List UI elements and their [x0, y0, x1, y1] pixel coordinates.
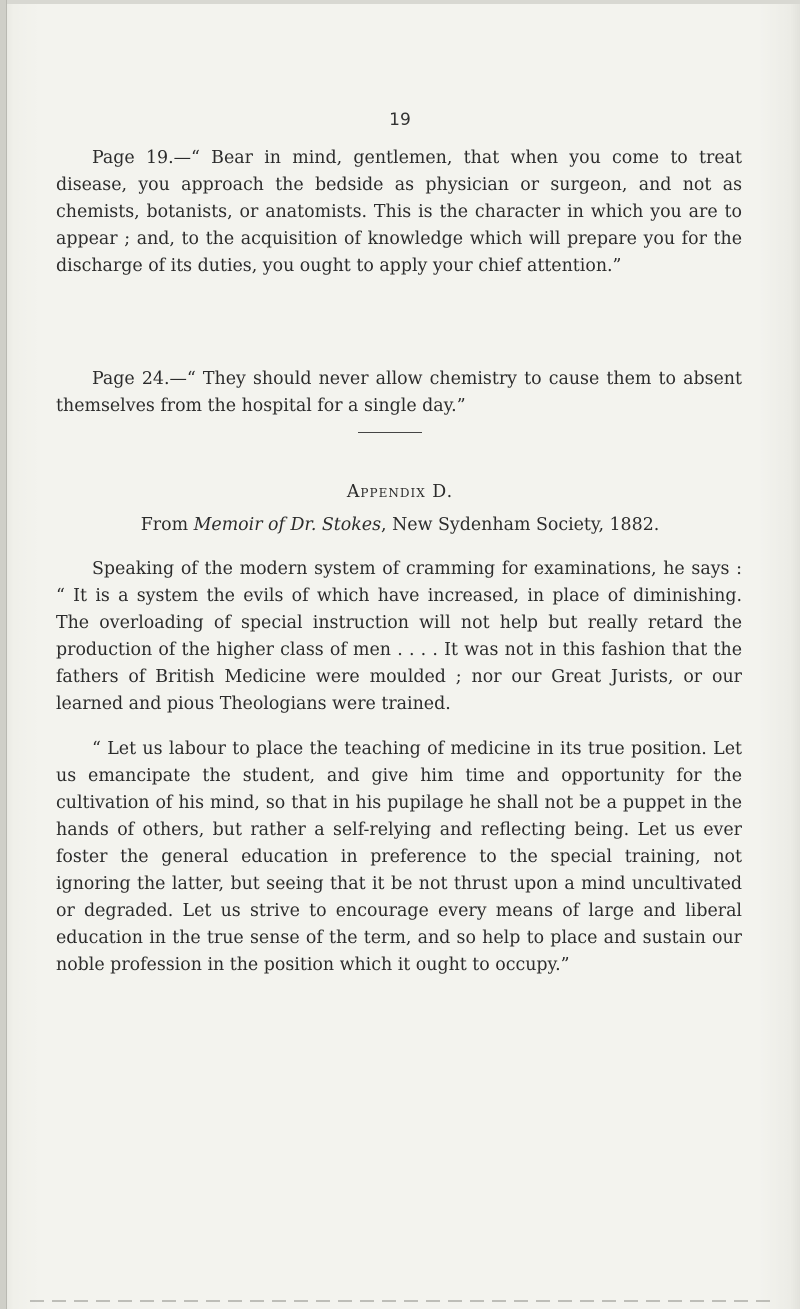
source-title: Memoir of Dr. Stokes — [193, 515, 382, 535]
quote-page-19 — [56, 145, 742, 280]
appendix-paragraph-1 — [56, 556, 742, 718]
appendix-paragraph-2-text: “ Let us labour to place the teaching of medicine in its true position. Let us emancipate the student, and give him time and opportunity for the cultivation of his mind, so that in his pupilage he shall not be a puppet in the hands of others, but rather a self-relying and reflecting being. Let us ever foster the general education in preference to the special training, not ignoring the latter, but seeing that it be not thrust upon a mind uncultivated or degraded. Let us strive to encourage every means of large and liberal education in the true sense of the term, and so help to place and sustain our noble profession in the position which it ought to occupy.” — [56, 739, 742, 975]
section-divider — [358, 432, 422, 433]
appendix-paragraph-1-text: Speaking of the modern system of cramming for examinations, he says : “ It is a system the evils of which have increased, in place of diminishing. The overloading of special instruction will not help but really retard the production of the higher class of men . . . . It was not in this fashion that the fathers of British Medicine were moulded ; nor our Great Jurists, or our learned and pious Theologians were trained. — [56, 559, 742, 714]
quote-page-24 — [56, 366, 742, 420]
appendix-heading: Appendix D. — [346, 482, 454, 502]
page-binding-edge — [0, 0, 7, 1309]
appendix-source-line — [0, 515, 800, 535]
appendix-paragraph-2 — [56, 736, 742, 979]
quote-page-19-text: Page 19.—“ Bear in mind, gentlemen, that when you come to treat disease, you approach the bedside as physician or surgeon, and not as chemists, botanists, or anatomists. This is the character in which you are to appear ; and, to the acquisition of knowledge which will prepare you for the discharge of its duties, you ought to apply your chief attention.” — [56, 148, 742, 276]
quote-page-24-text: Page 24.—“ They should never allow chemistry to cause them to absent themselves from the hospital for a single day.” — [56, 369, 742, 416]
page-bottom-edge — [30, 1300, 770, 1302]
page-top-edge — [0, 0, 800, 4]
source-prefix: From — [140, 515, 194, 535]
source-suffix: , New Sydenham Society, 1882. — [381, 515, 660, 535]
page-number: 19 — [389, 110, 411, 130]
